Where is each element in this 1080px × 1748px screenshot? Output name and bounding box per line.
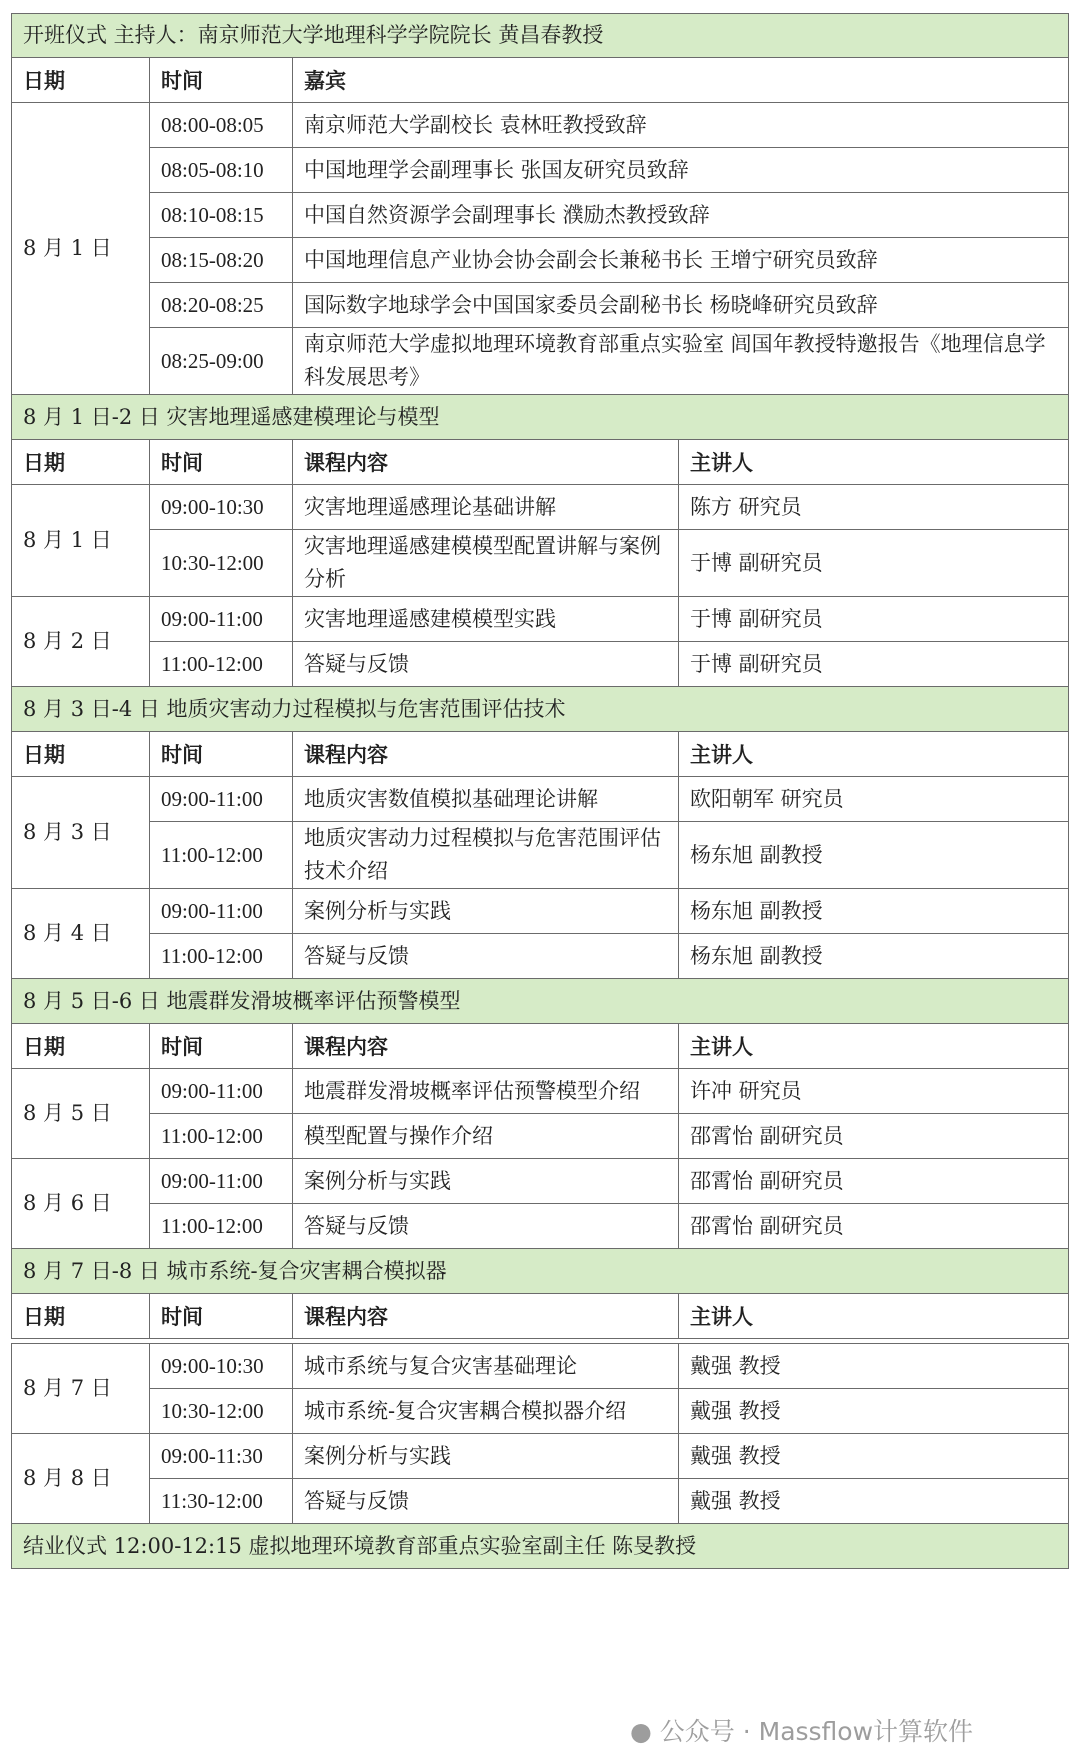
header-content: 课程内容 <box>293 440 679 485</box>
speaker-cell: 杨东旭 副教授 <box>679 889 1069 934</box>
guest-cell: 南京师范大学虚拟地理环境教育部重点实验室 闾国年教授特邀报告《地理信息学科发展思考》 <box>293 328 1069 395</box>
content-cell: 灾害地理遥感建模模型配置讲解与案例分析 <box>293 530 679 597</box>
watermark-text: 公众号 · Massflow计算软件 <box>659 1717 974 1746</box>
content-cell: 答疑与反馈 <box>293 1479 679 1524</box>
table-row <box>12 193 1069 238</box>
speaker-cell: 许冲 研究员 <box>679 1069 1069 1114</box>
section-title: 8 月 3 日-4 日 地质灾害动力过程模拟与危害范围评估技术 <box>12 687 1069 732</box>
section-title-row <box>12 687 1069 732</box>
speaker-cell: 欧阳朝军 研究员 <box>679 777 1069 822</box>
section-header-row <box>12 732 1069 777</box>
guest-cell: 中国自然资源学会副理事长 濮励杰教授致辞 <box>293 193 1069 238</box>
time-cell: 08:10-08:15 <box>150 193 293 238</box>
date-cell: 8 月 1 日 <box>12 485 150 597</box>
table-row <box>12 1159 1069 1204</box>
speaker-cell: 戴强 教授 <box>679 1479 1069 1524</box>
table-row <box>12 934 1069 979</box>
header-time: 时间 <box>150 1294 293 1339</box>
speaker-cell: 戴强 教授 <box>679 1389 1069 1434</box>
table-row <box>12 485 1069 530</box>
speaker-cell: 邵霄怡 副研究员 <box>679 1159 1069 1204</box>
header-date: 日期 <box>12 440 150 485</box>
date-cell: 8 月 8 日 <box>12 1434 150 1524</box>
table-row <box>12 1114 1069 1159</box>
speaker-cell: 于博 副研究员 <box>679 597 1069 642</box>
content-cell: 答疑与反馈 <box>293 934 679 979</box>
table-row <box>12 148 1069 193</box>
time-cell: 10:30-12:00 <box>150 1389 293 1434</box>
opening-title: 开班仪式 主持人：南京师范大学地理科学学院院长 黄昌春教授 <box>12 14 1069 58</box>
content-cell: 答疑与反馈 <box>293 1204 679 1249</box>
time-cell: 11:00-12:00 <box>150 1114 293 1159</box>
time-cell: 09:00-10:30 <box>150 1344 293 1389</box>
time-cell: 09:00-11:30 <box>150 1434 293 1479</box>
table-row <box>12 822 1069 889</box>
table-row <box>12 1434 1069 1479</box>
table-row <box>12 597 1069 642</box>
speaker-cell: 戴强 教授 <box>679 1344 1069 1389</box>
section-title: 8 月 7 日-8 日 城市系统-复合灾害耦合模拟器 <box>12 1249 1069 1294</box>
time-cell: 09:00-11:00 <box>150 1069 293 1114</box>
header-speaker: 主讲人 <box>679 1294 1069 1339</box>
header-time: 时间 <box>150 1024 293 1069</box>
header-time: 时间 <box>150 58 293 103</box>
content-cell: 地质灾害数值模拟基础理论讲解 <box>293 777 679 822</box>
section-header-row <box>12 1024 1069 1069</box>
section-header-row <box>12 440 1069 485</box>
speaker-cell: 杨东旭 副教授 <box>679 934 1069 979</box>
table-row <box>12 1344 1069 1389</box>
table-row <box>12 1204 1069 1249</box>
time-cell: 09:00-10:30 <box>150 485 293 530</box>
table-row <box>12 777 1069 822</box>
time-cell: 08:00-08:05 <box>150 103 293 148</box>
content-cell: 城市系统-复合灾害耦合模拟器介绍 <box>293 1389 679 1434</box>
time-cell: 10:30-12:00 <box>150 530 293 597</box>
header-guest: 嘉宾 <box>293 58 1069 103</box>
time-cell: 08:25-09:00 <box>150 328 293 395</box>
time-cell: 08:15-08:20 <box>150 238 293 283</box>
guest-cell: 南京师范大学副校长 袁林旺教授致辞 <box>293 103 1069 148</box>
table-row <box>12 328 1069 395</box>
table-row <box>12 889 1069 934</box>
schedule-table <box>11 13 1069 1569</box>
guest-cell: 国际数字地球学会中国国家委员会副秘书长 杨晓峰研究员致辞 <box>293 283 1069 328</box>
guest-cell: 中国地理学会副理事长 张国友研究员致辞 <box>293 148 1069 193</box>
speaker-cell: 于博 副研究员 <box>679 642 1069 687</box>
content-cell: 案例分析与实践 <box>293 889 679 934</box>
header-time: 时间 <box>150 732 293 777</box>
section-title: 8 月 1 日-2 日 灾害地理遥感建模理论与模型 <box>12 395 1069 440</box>
table-row <box>12 238 1069 283</box>
header-date: 日期 <box>12 58 150 103</box>
content-cell: 案例分析与实践 <box>293 1159 679 1204</box>
opening-title-row <box>12 14 1069 58</box>
section-header-row <box>12 1294 1069 1339</box>
content-cell: 灾害地理遥感理论基础讲解 <box>293 485 679 530</box>
time-cell: 11:00-12:00 <box>150 642 293 687</box>
content-cell: 地质灾害动力过程模拟与危害范围评估技术介绍 <box>293 822 679 889</box>
content-cell: 模型配置与操作介绍 <box>293 1114 679 1159</box>
speaker-cell: 杨东旭 副教授 <box>679 822 1069 889</box>
section-title: 8 月 5 日-6 日 地震群发滑坡概率评估预警模型 <box>12 979 1069 1024</box>
guest-cell: 中国地理信息产业协会协会副会长兼秘书长 王增宁研究员致辞 <box>293 238 1069 283</box>
speaker-cell: 于博 副研究员 <box>679 530 1069 597</box>
date-cell: 8 月 7 日 <box>12 1344 150 1434</box>
header-date: 日期 <box>12 1024 150 1069</box>
date-cell: 8 月 3 日 <box>12 777 150 889</box>
speaker-cell: 陈方 研究员 <box>679 485 1069 530</box>
table-row <box>12 642 1069 687</box>
time-cell: 11:00-12:00 <box>150 822 293 889</box>
section-title-row <box>12 979 1069 1024</box>
date-cell: 8 月 2 日 <box>12 597 150 687</box>
date-cell: 8 月 6 日 <box>12 1159 150 1249</box>
time-cell: 09:00-11:00 <box>150 777 293 822</box>
header-speaker: 主讲人 <box>679 732 1069 777</box>
header-speaker: 主讲人 <box>679 1024 1069 1069</box>
closing-title: 结业仪式 12:00-12:15 虚拟地理环境教育部重点实验室副主任 陈旻教授 <box>12 1524 1069 1569</box>
speaker-cell: 戴强 教授 <box>679 1434 1069 1479</box>
time-cell: 11:30-12:00 <box>150 1479 293 1524</box>
schedule-body <box>12 14 1069 1569</box>
time-cell: 11:00-12:00 <box>150 934 293 979</box>
header-time: 时间 <box>150 440 293 485</box>
table-row <box>12 1479 1069 1524</box>
opening-header-row <box>12 58 1069 103</box>
content-cell: 地震群发滑坡概率评估预警模型介绍 <box>293 1069 679 1114</box>
speaker-cell: 邵霄怡 副研究员 <box>679 1204 1069 1249</box>
date-cell: 8 月 1 日 <box>12 103 150 395</box>
time-cell: 09:00-11:00 <box>150 889 293 934</box>
header-content: 课程内容 <box>293 1294 679 1339</box>
content-cell: 灾害地理遥感建模模型实践 <box>293 597 679 642</box>
time-cell: 08:20-08:25 <box>150 283 293 328</box>
table-row <box>12 1069 1069 1114</box>
closing-row <box>12 1524 1069 1569</box>
header-content: 课程内容 <box>293 1024 679 1069</box>
table-row <box>12 103 1069 148</box>
date-cell: 8 月 5 日 <box>12 1069 150 1159</box>
table-row <box>12 283 1069 328</box>
time-cell: 09:00-11:00 <box>150 1159 293 1204</box>
content-cell: 城市系统与复合灾害基础理论 <box>293 1344 679 1389</box>
wechat-icon: ● <box>630 1717 652 1746</box>
time-cell: 08:05-08:10 <box>150 148 293 193</box>
content-cell: 答疑与反馈 <box>293 642 679 687</box>
header-speaker: 主讲人 <box>679 440 1069 485</box>
watermark <box>630 1712 973 1748</box>
content-cell: 案例分析与实践 <box>293 1434 679 1479</box>
date-cell: 8 月 4 日 <box>12 889 150 979</box>
table-row <box>12 530 1069 597</box>
header-content: 课程内容 <box>293 732 679 777</box>
section-title-row <box>12 395 1069 440</box>
section-title-row <box>12 1249 1069 1294</box>
header-date: 日期 <box>12 1294 150 1339</box>
time-cell: 09:00-11:00 <box>150 597 293 642</box>
speaker-cell: 邵霄怡 副研究员 <box>679 1114 1069 1159</box>
time-cell: 11:00-12:00 <box>150 1204 293 1249</box>
header-date: 日期 <box>12 732 150 777</box>
table-row <box>12 1389 1069 1434</box>
